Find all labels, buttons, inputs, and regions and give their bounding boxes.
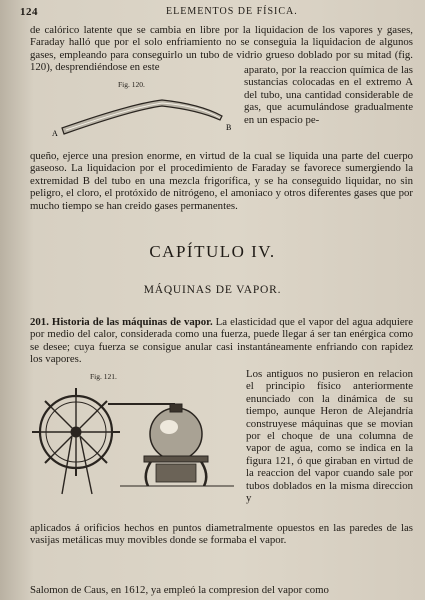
bent-tube-shape xyxy=(62,100,222,134)
section-text: La elasticidad que el vapor del agua adquiere por medio del calor, considerada como una fuerza, puede llegar á ser tan enérgica como se desee; cuya fuerza se consigue anular casi instantáneamente enfriando con rapidez los vapores. xyxy=(30,316,413,366)
figure-120-caption: Fig. 120. xyxy=(118,80,145,89)
paragraph-faraday: de calórico latente que se cambia en libre por la liquidacion de los vapores y gases, Faraday halló que por el solo enfriamiento no se conseguia la liquidacion de algunos gases, empleando para conseguirlo un tubo de vidrio grueso doblado por su mitad (fig. 120), desprendiéndose en este xyxy=(30,24,413,74)
page-header xyxy=(20,6,415,20)
page-number: 124 xyxy=(20,6,38,18)
figure-120-label-b: B xyxy=(226,123,232,132)
paragraph-liquidacion: queño, ejerce una presion enorme, en virtud de la cual se liquida una parte del cuerpo gaseoso. La liquidacion por el procedimiento de Faraday se favorece sumergiendo la extremidad B del tubo en una mezcla frigorífica, y se ha conseguido liquidar, no sin peligro, el cloro, el protóxido de nitrógeno, el amoniaco y otros diferentes gases que por mucho tiempo se han creido gases permanentes. xyxy=(30,150,413,212)
section-201 xyxy=(30,316,413,366)
section-number: 201. xyxy=(30,316,49,328)
paragraph-aparato: aparato, por la reaccion química de las sustancias colocadas en el extremo A del tubo, una cantidad considerable de gas, que acumulándose gradualmente en un espacio pe- xyxy=(244,64,413,126)
section-heading: Historia de las máquinas de vapor. xyxy=(51,316,213,328)
paragraph-orificios: aplicados á orificios hechos en puntos diametralmente opuestos en las paredes de las vasijas metálicas muy movibles donde se formaba el vapor. xyxy=(30,522,413,547)
paragraph-antiguos: Los antiguos no pusieron en relacion el principio físico anteriormente enunciado con la dinámica de su tiempo, aunque Heron de Alejandría construyese máquinas que se movian por el choque de una columna de vapor de agua, como se indica en la figura 121, ó que giraban en virtud de la reaccion del vapor cuando sale por tubos doblados en la misma direccion y xyxy=(246,368,413,505)
figure-120-label-a: A xyxy=(52,129,58,138)
paragraph-salomon-de-caus: Salomon de Caus, en 1612, ya empleó la compresion del vapor como xyxy=(30,584,329,596)
chapter-title: CAPÍTULO IV. xyxy=(149,242,276,261)
figure-121-heron-engine xyxy=(24,382,236,500)
figure-120-bent-tube xyxy=(50,90,240,138)
chapter-subtitle: MÁQUINAS DE VAPOR. xyxy=(143,284,282,296)
running-title: ELEMENTOS DE FÍSICA. xyxy=(166,6,298,17)
paddle-wheel xyxy=(32,388,120,494)
figure-121-caption: Fig. 121. xyxy=(90,372,117,381)
steam-boiler xyxy=(144,404,208,486)
